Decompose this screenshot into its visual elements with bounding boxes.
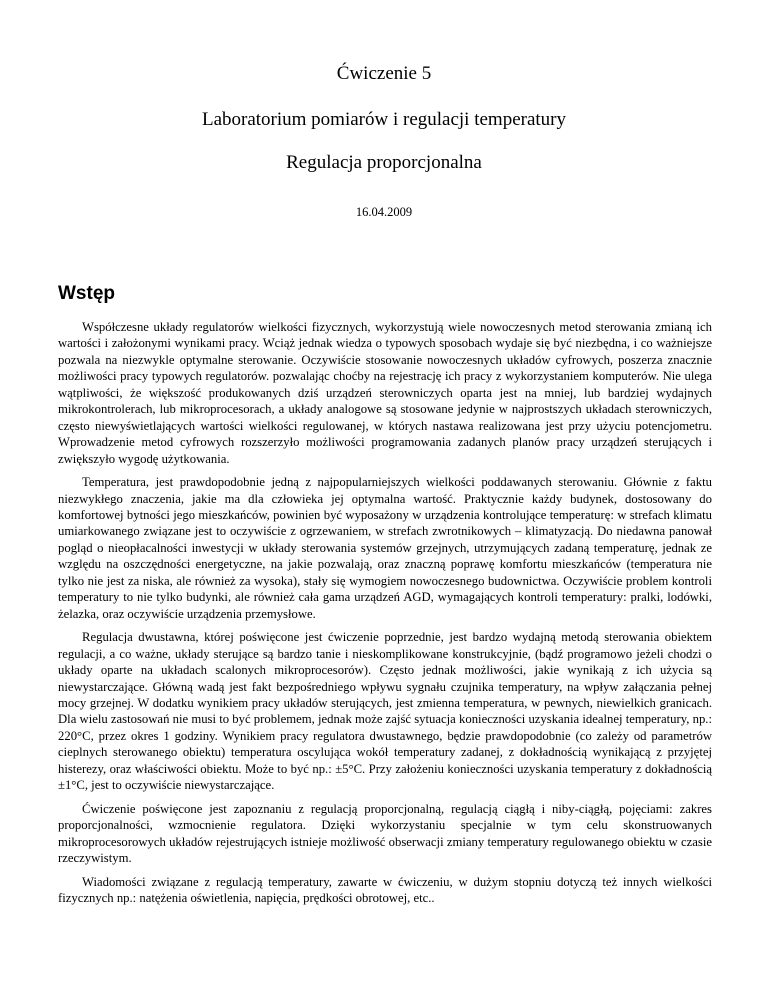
paragraph: Współczesne układy regulatorów wielkości fizycznych, wykorzystują wiele nowoczesnych metod sterowania zmianą ich wartości i założonymi wynikami pracy. Wciąż jednak wiedza o typowych sposobach wydaje się być niezbędna, i co ważniejsze pozwala na niezwykle optymalne sterowanie. Oczywiście stosowanie nowoczesnych układów cyfrowych, poszerza znacznie możliwości pracy typowych regulatorów. pozwalając choćby na rejestrację ich pracy z wykorzystaniem komputerów. Nie ulega wątpliwości, że większość produkowanych dziś urządzeń sterowniczych oparta jest na mniej, lub bardziej wydajnych mikrokontrolerach, lub mikroprocesorach, a układy analogowe są stosowane jedynie w najprostszych układach sterowniczych, często niewyświetlających wartości wielkości regulowanej, w których nastawa realizowana jest przy użyciu potencjometru. Wprowadzenie metod cyfrowych rozszerzyło możliwości programowania zadanych planów pracy urządzeń sterujących i zwiększyło wygodę użytkowania. [58, 320, 712, 466]
document-subtitle: Regulacja proporcjonalna [286, 152, 482, 173]
exercise-title: Ćwiczenie 5 [336, 63, 432, 84]
paragraph: Regulacja dwustawna, której poświęcone jest ćwiczenie poprzednie, jest bardzo wydajną metodą sterowania obiektem regulacji, a co ważne, układy sterujące są bardzo tanie i nieskomplikowane konstrukcyjnie, (bądź programowo jeżeli chodzi o układy oparte na układach scalonych mikroprocesorów). Często jednak możliwości, jakie wynikają z ich użycia są niewystarczające. Główną wadą jest fakt bezpośredniego wpływu sygnału czujnika temperatury, na wpływ załączania pełnej mocy grzejnej. W dodatku wynikiem pracy układów sterujących, jest zmienna temperatura, w pewnych, niewielkich granicach. Dla wielu zastosowań nie musi to być problemem, jednak może zajść sytuacja konieczności uzyskania idealnej temperatury, np.: 220°C, przez okres 1 godziny. Wynikiem pracy regulatora dwustawnego, będzie prawdopodobnie (co zależy od parametrów cieplnych sterowanego obiektu) temperatura oscylująca wokół temperatury zadanej, z dokładnością wynikającą z przyjętej histerezy, oraz właściwości obiektu. Może to być np.: ±5°C. Przy założeniu konieczności uzyskania temperatury z dokładnością ±1°C, jest to oczywiście niewystarczające. [58, 630, 712, 793]
paragraph: Temperatura, jest prawdopodobnie jedną z najpopularniejszych wielkości poddawanych sterowaniu. Głównie z faktu niezwykłego znaczenia, jakie ma dla człowieka jej optymalna wartość. Praktycznie każdy budynek, dostosowany do komfortowej bytności jego mieszkańców, powinien być wyposażony w urządzenia kontrolujące temperaturę: w strefach klimatu umiarkowanego związane jest to oczywiście z ogrzewaniem, w strefach zwrotnikowych – klimatyzacją. Do niedawna panował pogląd o nieopłacalności inwestycji w układy sterowania systemów grzejnych, utrzymujących zadaną temperaturę, jednak ze względu na oszczędności energetyczne, na jakie pozwalają, oraz znaczną poprawę komfortu mieszkańców (temperatura nie tylko nie jest za niska, ale również za wysoka), stały się wymogiem nowoczesnego budownictwa. Oczywiście problem kontroli temperatury to nie tylko budynki, ale również cała gama urządzeń AGD, wymagających kontroli temperatury: pralki, lodówki, żelazka, oraz oczywiście urządzenia przemysłowe. [58, 475, 712, 621]
section-heading: Wstęp [58, 283, 115, 304]
document-date: 16.04.2009 [355, 205, 413, 219]
lab-title: Laboratorium pomiarów i regulacji temperatury [201, 109, 567, 130]
section-body [58, 319, 712, 913]
paragraph: Wiadomości związane z regulacją temperatury, zawarte w ćwiczeniu, w dużym stopniu dotyczą też innych wielkości fizycznych np.: natężenia oświetlenia, napięcia, prędkości obrotowej, etc.. [58, 874, 712, 905]
paragraph: Ćwiczenie poświęcone jest zapoznaniu z regulacją proporcjonalną, regulacją ciągłą i niby-ciągłą, pojęciami: zakres proporcjonalności, wzmocnienie regulatora. Dzięki wykorzystaniu specjalnie w tym celu skonstruowanych mikroprocesorowych układów rejestrujących istnieje możliwość obserwacji zmiany temperatury regulowanego obiektu w czasie rzeczywistym. [58, 801, 712, 866]
